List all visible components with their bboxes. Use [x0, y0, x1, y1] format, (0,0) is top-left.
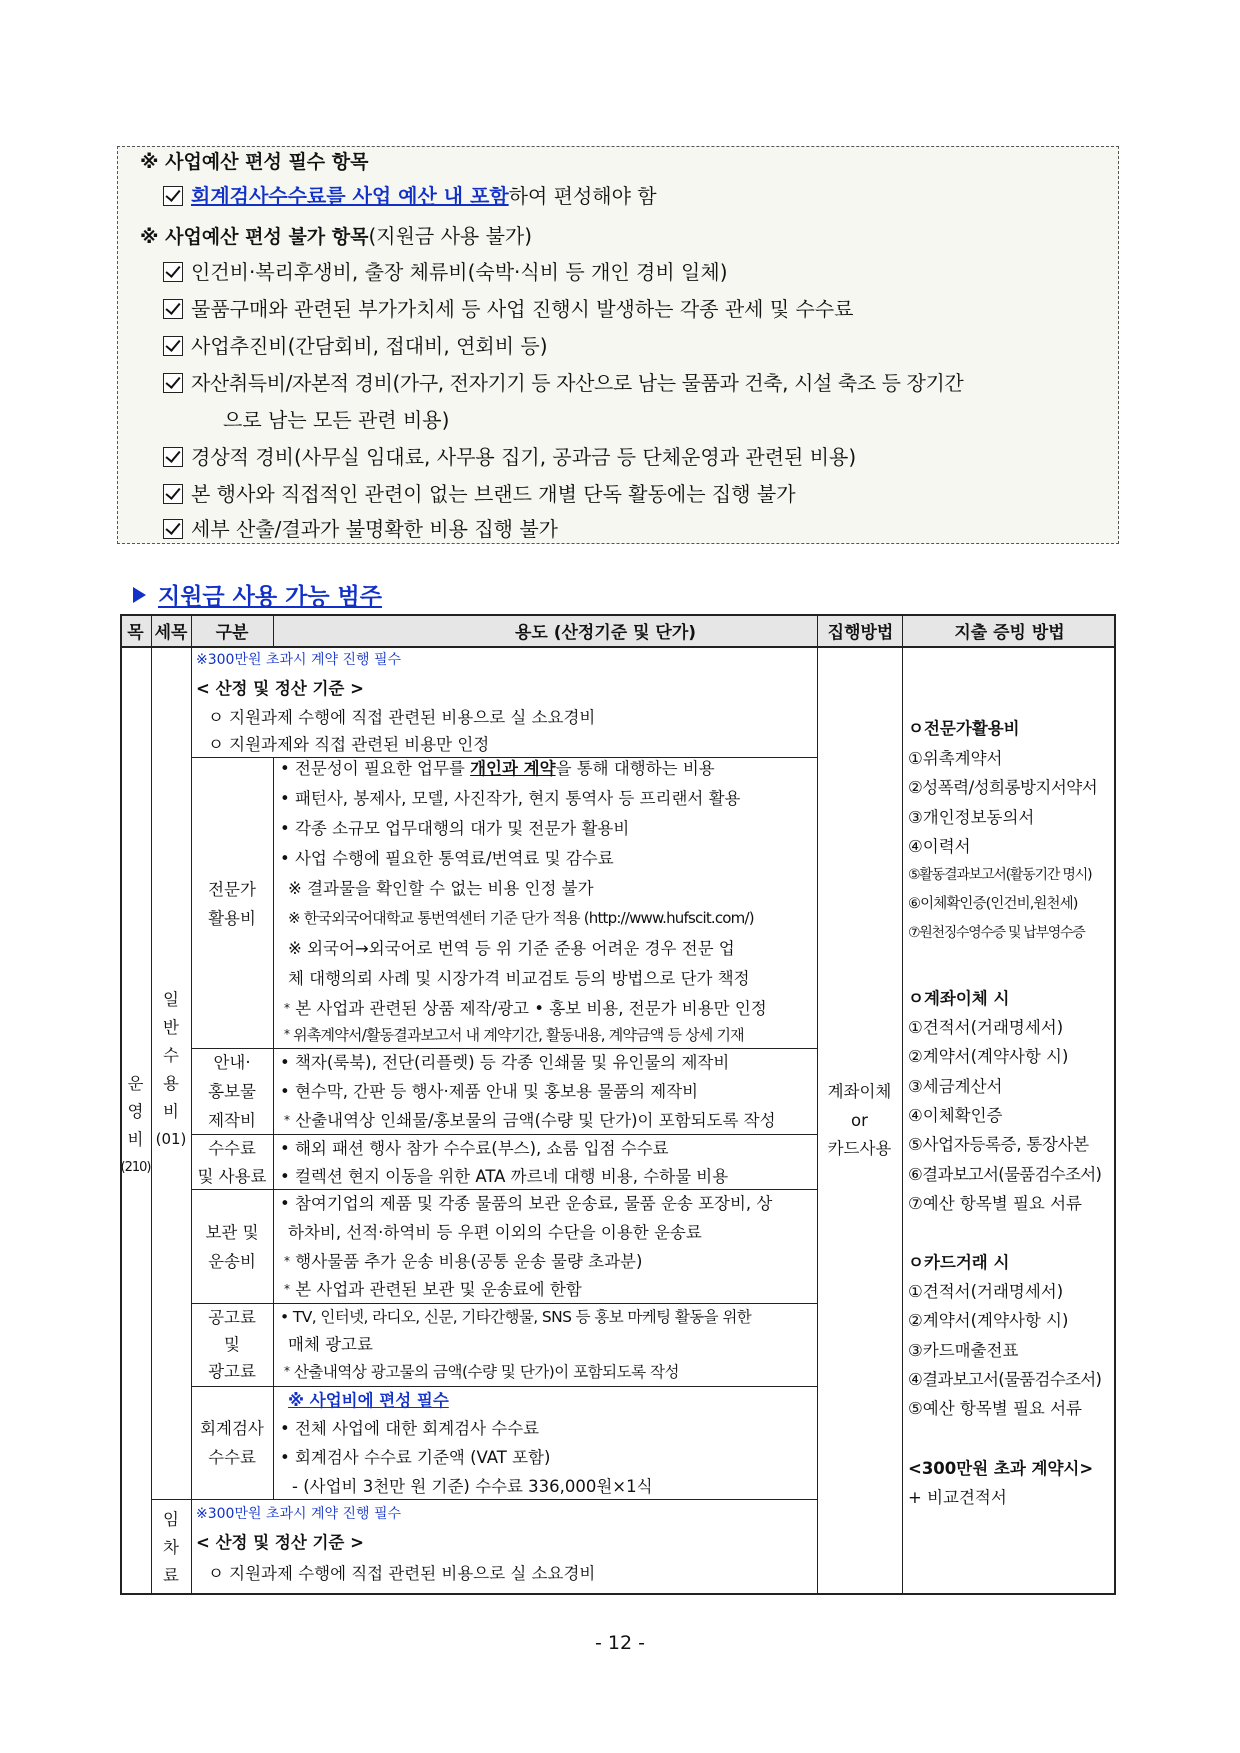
evidence-item: ④이체확인증 — [908, 1106, 1003, 1125]
criteria-heading: < 산정 및 정산 기준 > — [196, 679, 364, 698]
semok-char: 반 — [163, 1018, 179, 1037]
checkbox-icon — [163, 336, 183, 356]
usage-line: • 회계검사 수수료 기준액 (VAT 포함) — [280, 1448, 551, 1467]
semok-char: 비 — [163, 1102, 179, 1121]
semok-rent-char: 차 — [163, 1538, 179, 1557]
checkbox-icon — [163, 373, 183, 393]
semok-char: 일 — [163, 990, 179, 1009]
checkbox-icon — [163, 299, 183, 319]
usage-line: ※ 결과물을 확인할 수 없는 비용 인정 불가 — [288, 879, 594, 898]
header-evidence: 지출 증빙 방법 — [903, 614, 1116, 647]
usage-line: • 책자(룩북), 전단(리플렛) 등 각종 인쇄물 및 유인물의 제작비 — [280, 1053, 730, 1072]
forbidden-item: 사업추진비(간담회비, 접대비, 연회비 등) — [163, 331, 548, 361]
usage-line: • 전체 사업에 대한 회계검사 수수료 — [280, 1419, 540, 1438]
contract-note: ※300만원 초과시 계약 진행 필수 — [196, 652, 402, 668]
usage-note: * 산출내역상 광고물의 금액(수량 및 단가)이 포함되도록 작성 — [284, 1363, 679, 1381]
evidence-item: ⑦원천징수영수증 및 납부영수증 — [908, 925, 1085, 941]
category-label: 전문가 — [208, 880, 256, 899]
asterisk-icon: * — [284, 1254, 290, 1268]
usage-line: • 패턴사, 봉제사, 모델, 사진작가, 현지 통역사 등 프리랜서 활용 — [280, 789, 741, 808]
usage-note: * 행사물품 추가 운송 비용(공통 운송 물량 초과분) — [284, 1252, 643, 1271]
asterisk-icon: * — [284, 1113, 290, 1127]
evidence-item: ②성폭력/성희롱방지서약서 — [908, 778, 1098, 797]
page-number: - 12 - — [595, 1632, 645, 1654]
section-title: 지원금 사용 가능 범주 — [133, 578, 382, 611]
semok-rent-char: 료 — [163, 1566, 179, 1585]
evidence-item: ⑥이체확인증(인건비,원천세) — [908, 896, 1078, 912]
usage-line: 체 대행의뢰 사례 및 시장가격 비교검토 등의 방법으로 단가 책정 — [288, 969, 750, 988]
criteria-heading: < 산정 및 정산 기준 > — [196, 1533, 364, 1552]
method-label: or — [851, 1111, 868, 1130]
evidence-item: ③카드매출전표 — [908, 1341, 1019, 1360]
category-label: 운송비 — [208, 1252, 256, 1271]
required-item-rest: 하여 편성해야 함 — [508, 184, 657, 208]
contract-note: ※300만원 초과시 계약 진행 필수 — [196, 1506, 402, 1522]
method-label: 계좌이체 — [827, 1082, 892, 1101]
evidence-item: ③개인정보동의서 — [908, 808, 1035, 827]
evidence-item: ⑦예산 항목별 필요 서류 — [908, 1194, 1082, 1213]
budget-category-table — [120, 614, 1116, 1595]
required-title: ※ 사업예산 편성 필수 항목 — [140, 151, 369, 173]
criteria-line: ㅇ 지원과제 수행에 직접 관련된 비용으로 실 소요경비 — [208, 708, 596, 727]
evidence-heading: <300만원 초과 계약시> — [908, 1459, 1094, 1478]
checkbox-icon — [163, 447, 183, 467]
usage-line: • 전문성이 필요한 업무를 개인과 계약을 통해 대행하는 비용 — [280, 759, 715, 778]
table-border-top — [120, 614, 1116, 616]
triangle-bullet-icon — [133, 587, 146, 603]
usage-line: • 각종 소규모 업무대행의 대가 및 전문가 활용비 — [280, 819, 630, 838]
checkbox-icon — [163, 262, 183, 282]
category-label: 및 — [224, 1335, 240, 1354]
usage-note: * 산출내역상 인쇄물/홍보물의 금액(수량 및 단가)이 포함되도록 작성 — [284, 1111, 776, 1130]
header-semok: 세목 — [151, 614, 191, 647]
evidence-heading: ㅇ카드거래 시 — [908, 1253, 1010, 1272]
semok-char: 용 — [163, 1074, 179, 1093]
header-category: 구분 — [191, 614, 273, 647]
forbidden-item: 세부 산출/결과가 불명확한 비용 집행 불가 — [163, 514, 558, 544]
mok-code: (210) — [120, 1160, 151, 1175]
usage-line: 하차비, 선적·하역비 등 우편 이외의 수단을 이용한 운송료 — [288, 1223, 702, 1242]
forbidden-item-continued: 으로 남는 모든 관련 비용) — [223, 408, 450, 432]
usage-line: • 사업 수행에 필요한 통역료/번역료 및 감수료 — [280, 849, 614, 868]
usage-line: • 컬렉션 현지 이동을 위한 ATA 까르네 대행 비용, 수하물 비용 — [280, 1167, 729, 1186]
table-border-bottom — [120, 1593, 1116, 1595]
evidence-heading: ㅇ계좌이체 시 — [908, 989, 1010, 1008]
evidence-item: ④결과보고서(물품검수조서) — [908, 1370, 1102, 1389]
asterisk-icon: * — [284, 1001, 290, 1015]
forbidden-item: 자산취득비/자본적 경비(가구, 전자기기 등 자산으로 남는 물품과 건축, 시설 축조 등 장기간 — [163, 368, 963, 398]
usage-line: • 참여기업의 제품 및 각종 물품의 보관 운송료, 물품 운송 포장비, 상 — [280, 1194, 773, 1213]
mok-char: 비 — [127, 1130, 144, 1149]
usage-line: ※ 외국어→외국어로 번역 등 위 기준 준용 어려운 경우 전문 업 — [288, 939, 735, 958]
required-item-highlight: 회계검사수수료를 사업 예산 내 포함 — [191, 184, 509, 208]
semok-char: 수 — [163, 1046, 179, 1065]
forbidden-item: 물품구매와 관련된 부가가치세 등 사업 진행시 발생하는 각종 관세 및 수수료 — [163, 294, 854, 324]
table-border-right — [1114, 614, 1116, 1595]
semok-code: (01) — [155, 1130, 187, 1148]
usage-note: * 본 사업과 관련된 상품 제작/광고 • 홍보 비용, 전문가 비용만 인정 — [284, 999, 767, 1018]
usage-note: * 위촉계약서/활동결과보고서 내 계약기간, 활동내용, 계약금액 등 상세 기재 — [284, 1026, 744, 1044]
evidence-item: ⑤예산 항목별 필요 서류 — [908, 1399, 1082, 1418]
checkbox-icon — [163, 519, 183, 539]
evidence-item: ⑥결과보고서(물품검수조서) — [908, 1165, 1102, 1184]
forbidden-item: 경상적 경비(사무실 임대료, 사무용 집기, 공과금 등 단체운영과 관련된 비용) — [163, 442, 856, 472]
forbidden-item: 본 행사와 직접적인 관련이 없는 브랜드 개별 단독 활동에는 집행 불가 — [163, 479, 796, 509]
asterisk-icon: * — [284, 1364, 290, 1378]
mok-char: 영 — [127, 1102, 144, 1121]
category-label: 제작비 — [208, 1111, 256, 1130]
asterisk-icon: * — [284, 1282, 290, 1296]
semok-rent-char: 임 — [163, 1510, 179, 1529]
category-label: 및 사용료 — [197, 1167, 267, 1186]
category-label: 보관 및 — [205, 1223, 259, 1242]
col-divider — [273, 757, 274, 1499]
category-label: 수수료 — [208, 1448, 256, 1467]
evidence-item: + 비교견적서 — [908, 1488, 1007, 1507]
evidence-item: ②계약서(계약사항 시) — [908, 1047, 1069, 1066]
evidence-item: ④이력서 — [908, 837, 971, 856]
usage-line: • 해외 패션 행사 참가 수수료(부스), 쇼룸 입점 수수료 — [280, 1139, 669, 1158]
audit-required-note: ※ 사업비에 편성 필수 — [288, 1391, 449, 1410]
usage-line: • 현수막, 간판 등 행사·제품 안내 및 홍보용 물품의 제작비 — [280, 1082, 699, 1101]
checkbox-icon — [163, 186, 183, 206]
category-label: 안내· — [213, 1053, 251, 1072]
category-label: 수수료 — [208, 1139, 256, 1158]
category-label: 광고료 — [208, 1362, 256, 1381]
category-label: 홍보물 — [208, 1082, 256, 1101]
header-usage: 용도 (산정기준 및 단가) — [273, 614, 938, 647]
method-label: 카드사용 — [827, 1139, 892, 1158]
evidence-item: ②계약서(계약사항 시) — [908, 1311, 1069, 1330]
notice-box — [117, 146, 1119, 544]
header-mok: 목 — [120, 614, 151, 647]
usage-note: * 본 사업과 관련된 보관 및 운송료에 한함 — [284, 1280, 582, 1299]
usage-line: • TV, 인터넷, 라디오, 신문, 기타간행물, SNS 등 홍보 마케팅 활동을 위한 — [280, 1308, 752, 1326]
evidence-item: ①견적서(거래명세서) — [908, 1282, 1064, 1301]
asterisk-icon: * — [284, 1027, 290, 1041]
criteria-line: ㅇ 지원과제 수행에 직접 관련된 비용으로 실 소요경비 — [208, 1564, 596, 1583]
col-divider — [273, 614, 274, 647]
category-label: 공고료 — [208, 1308, 256, 1327]
forbidden-title-note: (지원금 사용 불가) — [368, 224, 533, 248]
usage-line: 매체 광고료 — [288, 1335, 373, 1354]
evidence-item: ①견적서(거래명세서) — [908, 1018, 1064, 1037]
forbidden-title-row — [140, 221, 532, 252]
header-method: 집행방법 — [818, 614, 903, 647]
checkbox-icon — [163, 484, 183, 504]
evidence-item: ⑤활동결과보고서(활동기간 명시) — [908, 867, 1092, 883]
required-item — [163, 181, 657, 211]
col-divider — [902, 614, 903, 1595]
evidence-item: ③세금계산서 — [908, 1077, 1003, 1096]
evidence-heading: ㅇ전문가활용비 — [908, 719, 1020, 738]
evidence-item: ①위촉계약서 — [908, 749, 1003, 768]
category-label: 활용비 — [208, 909, 256, 928]
evidence-item: ⑤사업자등록증, 통장사본 — [908, 1135, 1089, 1154]
mok-char: 운 — [127, 1074, 144, 1093]
usage-line: ※ 한국외국어대학교 통번역센터 기준 단가 적용 (http://www.hufscit.com/) — [288, 909, 754, 927]
category-label: 회계검사 — [200, 1419, 264, 1438]
forbidden-title: ※ 사업예산 편성 불가 항목 — [140, 226, 369, 248]
usage-line: - (사업비 3천만 원 기준) 수수료 336,000원×1식 — [292, 1477, 653, 1496]
forbidden-item: 인건비·복리후생비, 출장 체류비(숙박·식비 등 개인 경비 일체) — [163, 257, 728, 287]
criteria-line: ㅇ 지원과제와 직접 관련된 비용만 인정 — [208, 735, 490, 754]
